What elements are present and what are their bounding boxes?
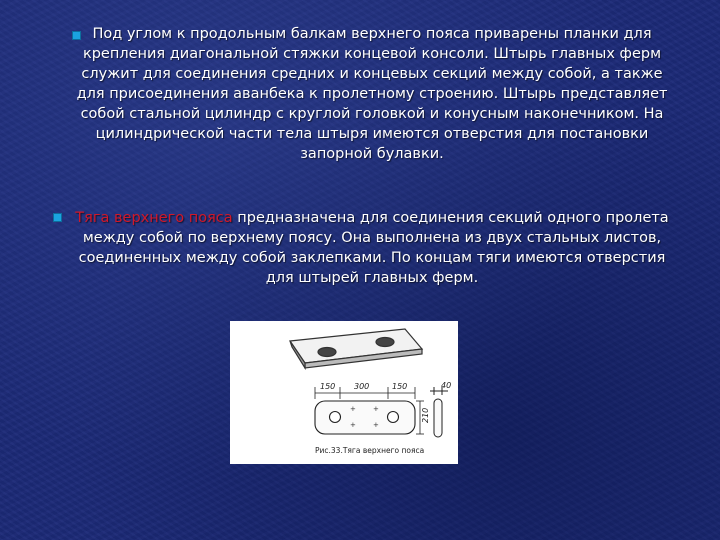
highlight-term: Тяга верхнего пояса xyxy=(75,210,233,226)
dim-label-3: 150 xyxy=(392,382,408,391)
dim-label-1: 150 xyxy=(320,382,336,391)
isometric-plate xyxy=(290,329,422,368)
front-view-plate xyxy=(315,401,415,434)
side-view xyxy=(430,387,448,437)
dim-label-2: 300 xyxy=(354,382,370,391)
svg-text:+: + xyxy=(350,421,356,429)
dim-label-thickness: 40 xyxy=(441,381,452,390)
svg-text:+: + xyxy=(350,405,356,413)
paragraph-2 xyxy=(72,208,672,288)
svg-text:+: + xyxy=(373,405,379,413)
svg-text:+: + xyxy=(373,421,379,429)
paragraph-1: Под углом к продольным балкам верхнего пояса приварены планки для крепления диагональной стяжки концевой консоли. Штырь главных ферм служит для соединения средних и концевых секций между собой, а также для присоединения аванбека к пролетному строению. Штырь представляет собой стальной цилиндр с круглой головкой и конусным наконечником. На цилиндрической части тела штыря имеются отверстия для постановки запорной булавки. xyxy=(76,26,668,162)
paragraph-2-text: предназначена для соединения секций одного пролета между собой по верхнему поясу. Она выполнена из двух стальных листов, соединенных между собой заклепками. По концам тяги имеются отверстия для штырей главных ферм. xyxy=(78,210,669,286)
figure-caption: Рис.33.Тяга верхнего пояса xyxy=(315,446,425,455)
figure-tie-rod xyxy=(230,321,458,464)
tie-rod-drawing xyxy=(230,321,458,464)
dim-label-height: 210 xyxy=(421,407,430,423)
bullet-2 xyxy=(53,213,62,222)
